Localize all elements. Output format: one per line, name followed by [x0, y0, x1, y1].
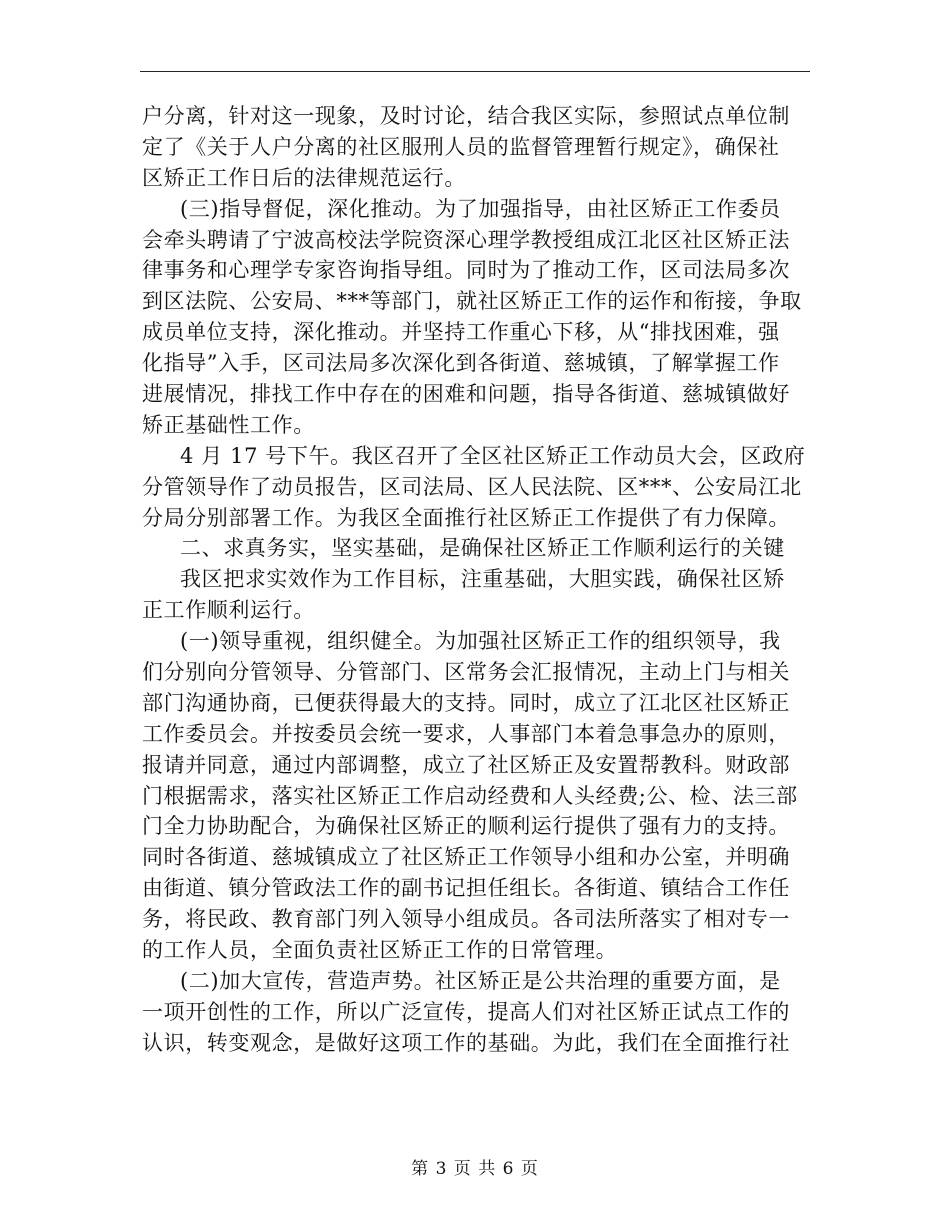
- text-line: 进展情况，排找工作中存在的困难和问题，指导各街道、慈城镇做好: [142, 382, 790, 407]
- text-line: 律事务和心理学专家咨询指导组。同时为了推动工作，区司法局多次: [142, 258, 790, 283]
- text-line: 一项开创性的工作，所以广泛宣传，提高人们对社区矫正试点工作的: [142, 999, 790, 1024]
- text-line: 的工作人员，全面负责社区矫正工作的日常管理。: [142, 938, 618, 963]
- document-body: [142, 101, 810, 1059]
- text-line: 正工作顺利运行。: [142, 598, 315, 623]
- text-line: 门全力协助配合，为确保社区矫正的顺利运行提供了强有力的支持。: [142, 814, 790, 839]
- paragraph-start-line: 4 月 17 号下午。我区召开了全区社区矫正工作动员大会，区政府: [180, 443, 806, 468]
- text-line: 定了《关于人户分离的社区服刑人员的监督管理暂行规定》，确保社: [142, 134, 780, 159]
- text-line: 工作委员会。并按委员会统一要求，人事部门本着急事急办的原则，: [142, 721, 790, 746]
- text-line: 户分离，针对这一现象，及时讨论，结合我区实际，参照试点单位制: [142, 104, 790, 128]
- text-line: 由街道、镇分管政法工作的副书记担任组长。各街道、镇结合工作任: [142, 876, 790, 901]
- text-line: 区矫正工作日后的法律规范运行。: [142, 165, 466, 190]
- section-heading: 二、求真务实，坚实基础，是确保社区矫正工作顺利运行的关键: [180, 536, 785, 561]
- text-line: 报请并同意，通过内部调整，成立了社区矫正及安置帮教科。财政部: [142, 752, 790, 777]
- text-line: 成员单位支持，深化推动。并坚持工作重心下移，从“排找困难，强: [142, 320, 780, 345]
- paragraph-start-line: (一)领导重视，组织健全。为加强社区矫正工作的组织领导，我: [180, 629, 781, 654]
- text-line: 化指导”入手，区司法局多次深化到各街道、慈城镇，了解掌握工作: [142, 351, 780, 376]
- paragraph-start-line: (二)加大宣传，营造声势。社区矫正是公共治理的重要方面，是: [180, 968, 781, 993]
- page-number: 第 3 页 共 6 页: [411, 1159, 539, 1179]
- text-line: 们分别向分管领导、分管部门、区常务会汇报情况，主动上门与相关: [142, 660, 790, 685]
- text-line: 矫正基础性工作。: [142, 412, 315, 437]
- text-line: 分局分别部署工作。为我区全面推行社区矫正工作提供了有力保障。: [142, 505, 790, 530]
- text-line: 认识，转变观念，是做好这项工作的基础。为此，我们在全面推行社: [142, 1030, 790, 1055]
- text-line: 同时各街道、慈城镇成立了社区矫正工作领导小组和办公室，并明确: [142, 845, 790, 870]
- text-line: 分管领导作了动员报告，区司法局、区人民法院、区***、公安局江北: [142, 474, 802, 499]
- text-line: 部门沟通协商，已便获得最大的支持。同时，成立了江北区社区矫正: [142, 690, 790, 715]
- text-line: 务，将民政、教育部门列入领导小组成员。各司法所落实了相对专一: [142, 907, 790, 932]
- text-line: 到区法院、公安局、***等部门，就社区矫正工作的运作和衔接，争取: [142, 289, 802, 314]
- paragraph-start-line: (三)指导督促，深化推动。为了加强指导，由社区矫正工作委员: [180, 196, 781, 221]
- header-rule: [140, 71, 810, 72]
- paragraph-start-line: 我区把求实效作为工作目标，注重基础，大胆实践，确保社区矫: [180, 567, 785, 592]
- text-line: 会牵头聘请了宁波高校法学院资深心理学教授组成江北区社区矫正法: [142, 227, 790, 252]
- text-line: 门根据需求，落实社区矫正工作启动经费和人头经费;公、检、法三部: [142, 783, 798, 808]
